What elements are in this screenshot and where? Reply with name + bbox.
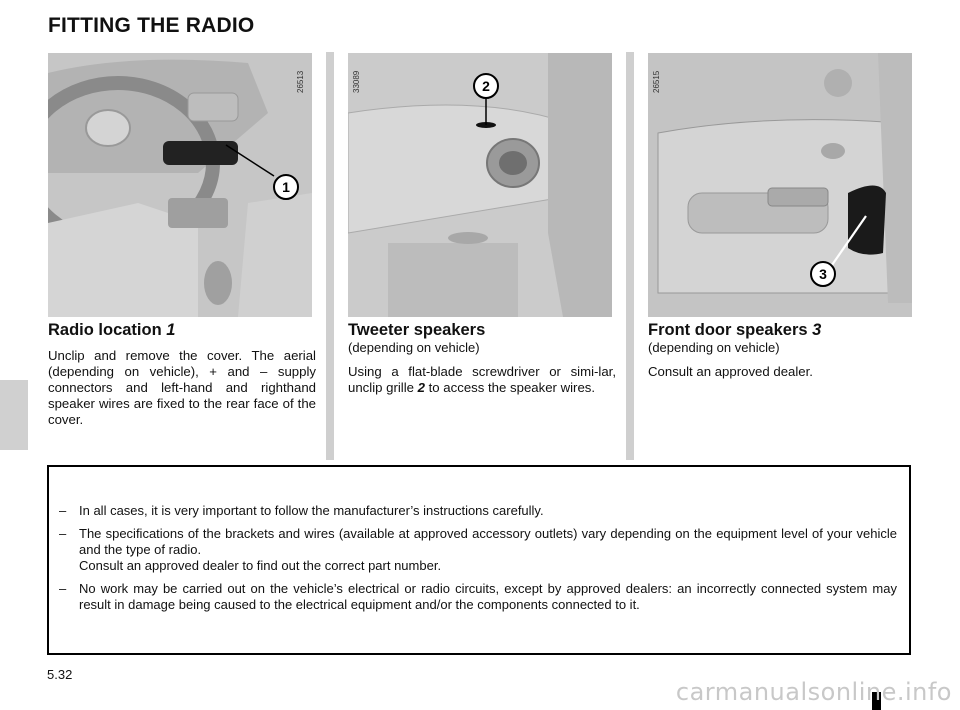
section-subheading: (depending on vehicle) <box>348 340 480 355</box>
page-title: FITTING THE RADIO <box>48 14 255 37</box>
warning-item: – In all cases, it is very important to follow the manufacturer’s instructions carefully. <box>59 503 544 518</box>
callout-1: 1 <box>273 174 299 200</box>
figure-front-door-speakers <box>648 53 912 317</box>
column-divider <box>326 52 334 460</box>
section-heading: Radio location 1 <box>48 321 176 339</box>
column-divider <box>626 52 634 460</box>
section-heading: Tweeter speakers <box>348 321 486 339</box>
warning-box <box>47 465 911 655</box>
watermark: carmanualsonline.info <box>675 678 952 706</box>
section-heading: Front door speakers 3 <box>648 321 822 339</box>
callout-2: 2 <box>473 73 499 99</box>
section-tweeter-speakers <box>348 320 616 396</box>
section-radio-location <box>48 320 316 428</box>
section-front-door-speakers <box>648 320 916 380</box>
section-body: Unclip and remove the cover. The aerial (depending on vehicle), + and – supply connectors and left-hand and righthand speaker wires are fixed to the rear face of the cover. <box>48 348 316 427</box>
callout-3: 3 <box>810 261 836 287</box>
warning-item: – No work may be carried out on the vehicle’s electrical or radio circuits, except by approved dealers: an incorrectly connected system may result in damage being caused to the electrical equipment and/or the components connected to it. <box>59 581 897 612</box>
warning-item: – The specifications of the brackets and wires (available at approved accessory outlets) vary depending on the equipment level of your vehicle and the type of radio. Consult an approved dealer to find out the correct part number. <box>59 526 897 573</box>
figure-code: 33089 <box>352 70 361 93</box>
callout-leader-line <box>648 53 912 317</box>
figure-tweeter-speakers <box>348 53 612 317</box>
page-number: 5.32 <box>47 667 73 682</box>
chapter-tab <box>0 380 28 450</box>
section-subheading: (depending on vehicle) <box>648 340 780 355</box>
section-body: Using a flat-blade screwdriver or simi-lar, unclip grille 2 to access the speaker wires. <box>348 364 616 395</box>
warning-list <box>59 503 897 620</box>
figure-code: 26515 <box>652 70 661 93</box>
figure-code: 26513 <box>296 70 305 93</box>
figure-radio-location <box>48 53 312 317</box>
section-body: Consult an approved dealer. <box>648 364 813 379</box>
